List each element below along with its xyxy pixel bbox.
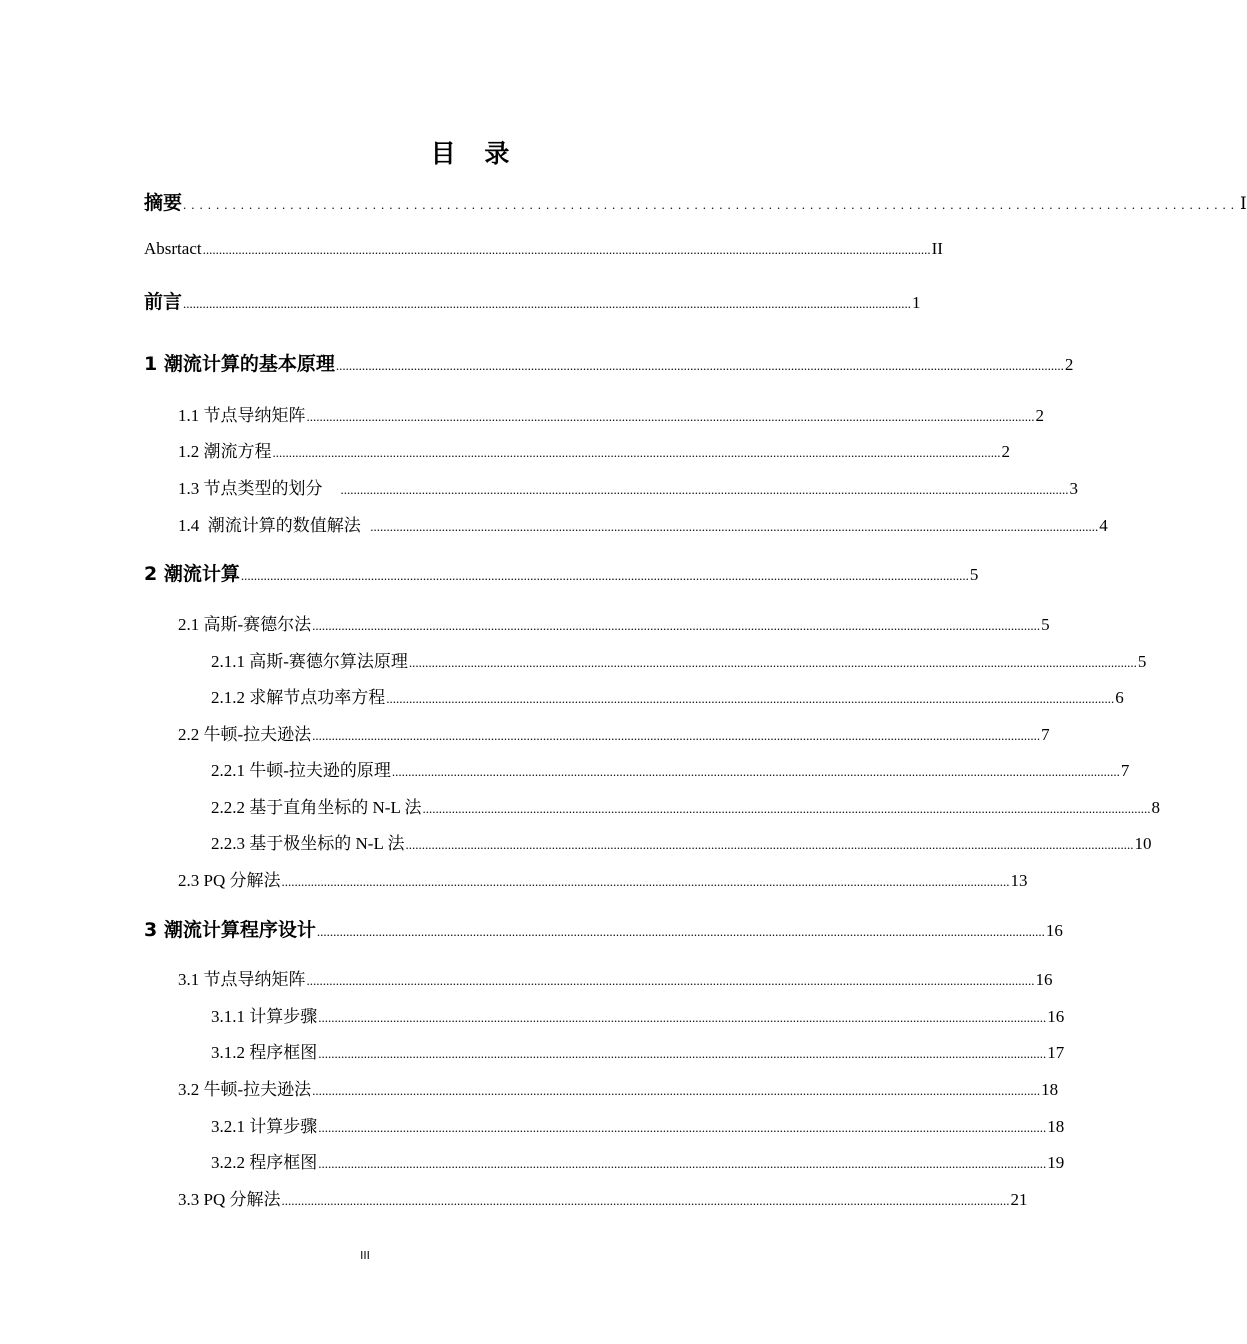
- toc-entry-page: 18: [1047, 1117, 1065, 1136]
- toc-entry-abstract-en[interactable]: [144, 239, 943, 259]
- toc-leader-dots: ................................................................................................................................................................................................................................: [281, 874, 1010, 889]
- toc-entry-page: 17: [1047, 1043, 1065, 1062]
- toc-entry-2-2-3[interactable]: [211, 829, 1152, 854]
- toc-entry-label: 2.1.1 高斯-赛德尔算法原理: [211, 652, 408, 671]
- toc-entry-page: 7: [1120, 761, 1130, 780]
- toc-leader-dots: ................................................................................................................................................................................................................................: [316, 924, 1045, 939]
- toc-leader-dots: ................................................................................................................................................................................................................................: [370, 519, 1099, 534]
- toc-entry-page: 5: [1041, 615, 1050, 634]
- toc-leader-dots: ................................................................................................................................................................................................................................: [312, 618, 1041, 633]
- toc-entry-3-1-1[interactable]: [211, 1002, 1065, 1027]
- toc-entry-page: 4: [1099, 516, 1108, 535]
- toc-entry-label: 3 潮流计算程序设计: [144, 919, 316, 941]
- toc-entry-2-2-1[interactable]: [211, 756, 1130, 781]
- toc-entry-label: 3.1.1 计算步骤: [211, 1007, 318, 1026]
- toc-entry-page: 21: [1010, 1190, 1028, 1209]
- toc-entry-chapter-3[interactable]: [144, 915, 1063, 942]
- toc-entry-label: 2.2.2 基于直角坐标的 N-L 法: [211, 798, 422, 817]
- toc-entry-3-3[interactable]: [178, 1185, 1028, 1210]
- toc-entry-page: Ⅰ: [1240, 194, 1247, 213]
- toc-entry-label: 3.2.2 程序框图: [211, 1153, 318, 1172]
- toc-leader-dots: ................................................................................................................................................................................................................................: [391, 764, 1120, 779]
- toc-entry-page: 13: [1010, 871, 1028, 890]
- toc-entry-label: 1.3 节点类型的划分: [178, 479, 340, 498]
- toc-entry-label: 2.2.3 基于极坐标的 N-L 法: [211, 834, 405, 853]
- toc-entry-page: 2: [1035, 406, 1044, 425]
- toc-entry-page: 7: [1041, 725, 1050, 744]
- toc-entry-1-2[interactable]: [178, 437, 1010, 462]
- toc-entry-2-2[interactable]: [178, 720, 1050, 745]
- toc-entry-1-4[interactable]: [178, 511, 1108, 536]
- page-number: III: [360, 1249, 370, 1262]
- toc-entry-label: 3.3 PQ 分解法: [178, 1190, 281, 1209]
- toc-entry-preface[interactable]: [144, 287, 921, 314]
- toc-entry-abstract-cn[interactable]: [144, 188, 1247, 215]
- toc-entry-3-2-2[interactable]: [211, 1148, 1065, 1173]
- toc-entry-page: 5: [1137, 652, 1147, 671]
- toc-entry-page: 16: [1047, 1007, 1065, 1026]
- toc-entry-page: 3: [1069, 479, 1078, 498]
- page-title: 目 录: [430, 139, 520, 168]
- toc-leader-dots: ................................................................................................................................................................................................................................: [318, 1156, 1047, 1171]
- toc-entry-label: 3.2 牛顿-拉夫逊法: [178, 1080, 312, 1099]
- toc-entry-page: 16: [1035, 970, 1053, 989]
- toc-leader-dots: ................................................................................................................................................................................................................................: [422, 801, 1151, 816]
- toc-leader-dots: ................................................................................................................................................................................................................................: [281, 1193, 1010, 1208]
- toc-entry-page: 5: [969, 565, 979, 584]
- toc-entry-page: 10: [1134, 834, 1152, 853]
- toc-entry-1-3[interactable]: [178, 474, 1078, 499]
- toc-leader-dots: ................................................................................................................................................................................................................................: [312, 1083, 1041, 1098]
- toc-entry-page: 16: [1045, 921, 1063, 940]
- toc-entry-label: 2.1.2 求解节点功率方程: [211, 688, 386, 707]
- toc-leader-dots: ................................................................................................................................................................................................................................: [272, 445, 1001, 460]
- toc-entry-chapter-1[interactable]: [144, 349, 1074, 376]
- toc-entry-label: 1 潮流计算的基本原理: [144, 353, 335, 375]
- toc-entry-page: 8: [1151, 798, 1160, 817]
- toc-entry-label: 2.3 PQ 分解法: [178, 871, 281, 890]
- toc-leader-dots: ................................................................................................................................................................................................................................: [318, 1046, 1047, 1061]
- toc-leader-dots: ................................................................................................................................................................................................................................: [408, 655, 1137, 670]
- toc-leader-dots: ................................................................................................................................: [183, 197, 1240, 212]
- toc-leader-dots: ................................................................................................................................................................................................................................: [240, 568, 969, 583]
- toc-entry-label: 1.1 节点导纳矩阵: [178, 406, 306, 425]
- toc-entry-2-2-2[interactable]: [211, 793, 1160, 818]
- toc-entry-label: 2.2.1 牛顿-拉夫逊的原理: [211, 761, 391, 780]
- toc-entry-label: Absrtact: [144, 239, 202, 258]
- toc-entry-chapter-2[interactable]: [144, 559, 979, 586]
- toc-leader-dots: ................................................................................................................................................................................................................................: [312, 728, 1041, 743]
- toc-leader-dots: ................................................................................................................................................................................................................................: [335, 358, 1064, 373]
- toc-entry-label: 3.2.1 计算步骤: [211, 1117, 318, 1136]
- toc-entry-label: 2 潮流计算: [144, 563, 240, 585]
- toc-entry-label: 3.1 节点导纳矩阵: [178, 970, 306, 989]
- toc-entry-page: 6: [1115, 688, 1124, 707]
- toc-leader-dots: ................................................................................................................................................................................................................................: [340, 482, 1069, 497]
- toc-entry-2-1[interactable]: [178, 610, 1050, 635]
- toc-entry-label: 1.4 潮流计算的数值解法: [178, 516, 370, 535]
- toc-entry-label: 2.2 牛顿-拉夫逊法: [178, 725, 312, 744]
- toc-leader-dots: ................................................................................................................................................................................................................................: [306, 973, 1035, 988]
- toc-entry-label: 摘要: [144, 192, 183, 214]
- toc-leader-dots: ................................................................................................................................................................................................................................: [318, 1010, 1047, 1025]
- toc-entry-3-1-2[interactable]: [211, 1038, 1065, 1063]
- toc-entry-page: 2: [1064, 355, 1074, 374]
- toc-entry-page: 19: [1047, 1153, 1065, 1172]
- toc-leader-dots: ................................................................................................................................................................................................................................: [386, 691, 1115, 706]
- toc-entry-page: 18: [1041, 1080, 1059, 1099]
- toc-entry-label: 3.1.2 程序框图: [211, 1043, 318, 1062]
- toc-entry-2-1-2[interactable]: [211, 683, 1124, 708]
- toc-leader-dots: ................................................................................................................................................................................................................................: [306, 409, 1035, 424]
- toc-entry-page: II: [931, 239, 943, 258]
- toc-entry-3-2[interactable]: [178, 1075, 1059, 1100]
- toc-entry-3-2-1[interactable]: [211, 1112, 1065, 1137]
- toc-leader-dots: ................................................................................................................................................................................................................................: [183, 296, 912, 311]
- toc-entry-2-3[interactable]: [178, 866, 1028, 891]
- toc-entry-1-1[interactable]: [178, 401, 1044, 426]
- toc-leader-dots: ................................................................................................................................................................................................................................: [405, 837, 1134, 852]
- toc-entry-label: 2.1 高斯-赛德尔法: [178, 615, 312, 634]
- toc-entry-label: 1.2 潮流方程: [178, 442, 272, 461]
- toc-entry-page: 1: [912, 293, 921, 312]
- toc-entry-page: 2: [1001, 442, 1010, 461]
- toc-entry-2-1-1[interactable]: [211, 647, 1147, 672]
- toc-leader-dots: ................................................................................................................................................................................................................................: [318, 1120, 1047, 1135]
- toc-leader-dots: ................................................................................................................................................................................................................................: [202, 242, 931, 257]
- toc-entry-label: 前言: [144, 291, 183, 313]
- toc-entry-3-1[interactable]: [178, 965, 1053, 990]
